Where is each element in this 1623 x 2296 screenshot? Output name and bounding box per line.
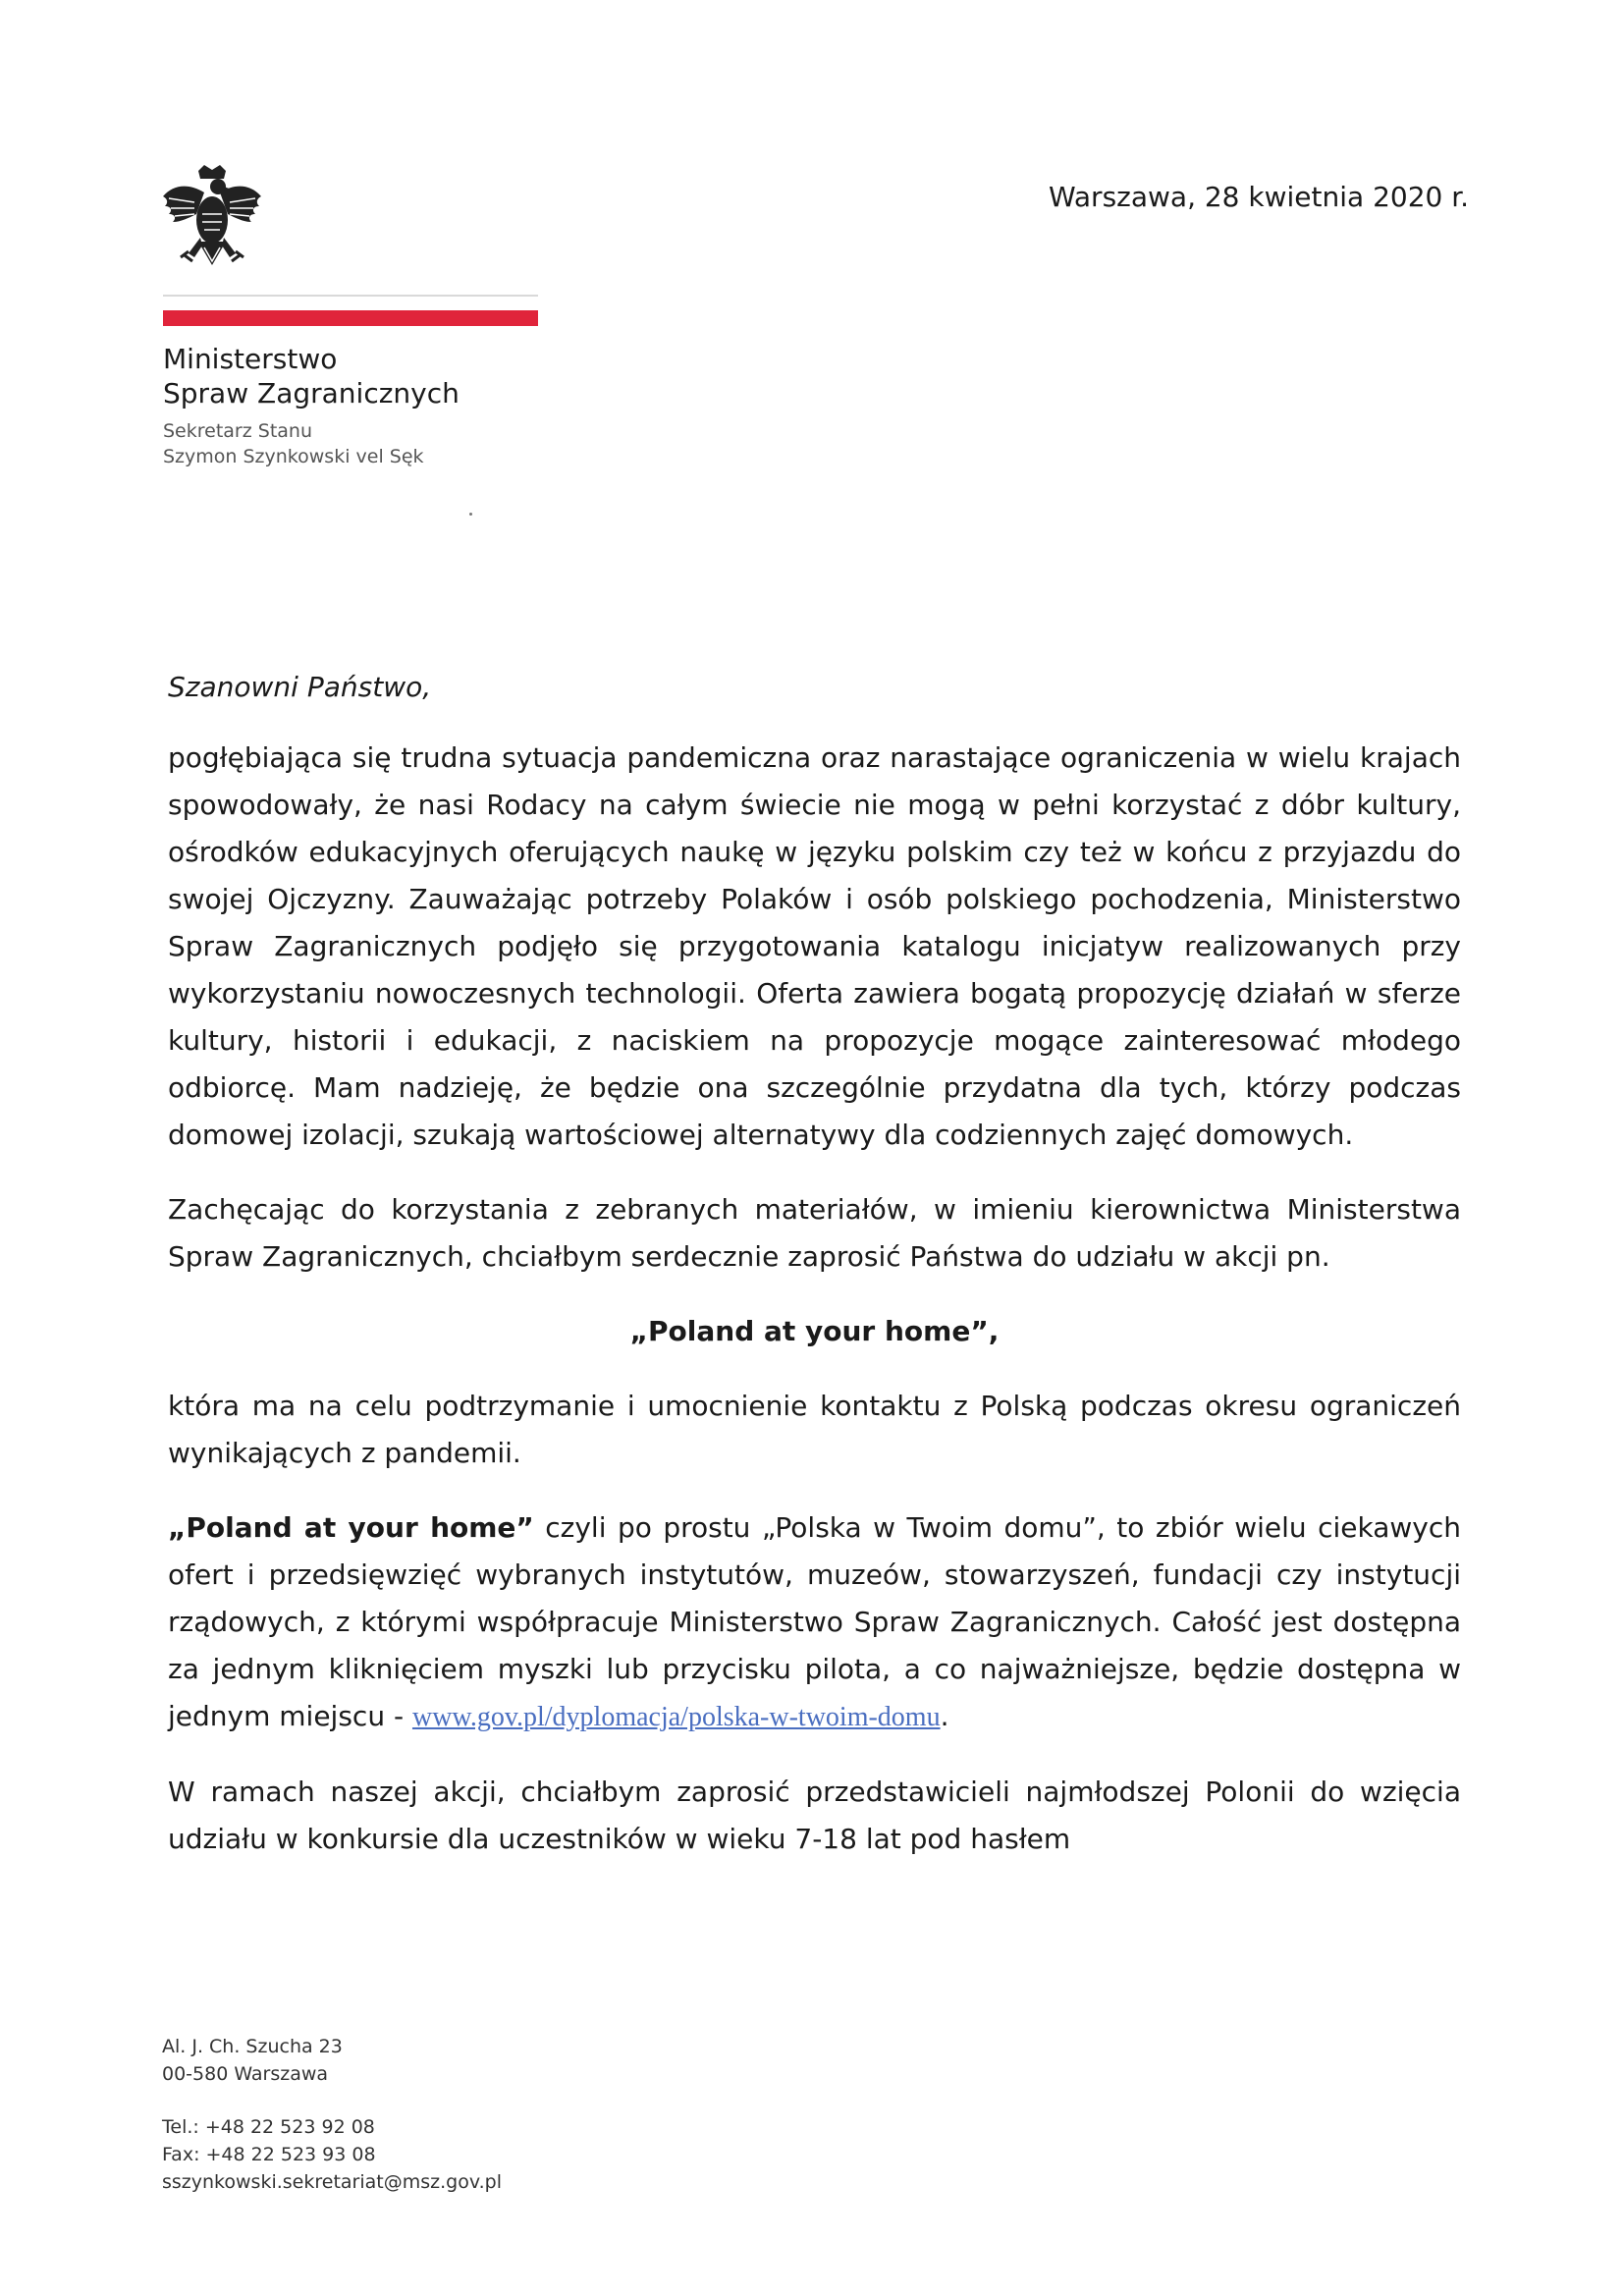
ministry-name-line2: Spraw Zagranicznych: [163, 377, 460, 410]
footer-email: sszynkowski.sekretariat@msz.gov.pl: [162, 2171, 502, 2193]
paragraph-1: pogłębiająca się trudna sytuacja pandemiczna oraz narastające ograniczenia w wielu krajach spowodowały, że nasi Rodacy na całym świecie nie mogą w pełni korzystać z dóbr kultury, ośrodków edukacyjnych oferujących naukę w języku polskim czy też w końcu z przyjazdu do swojej Ojczyzny. Zauważając potrzeby Polaków i osób polskiego pochodzenia, Ministerstwo Spraw Zagranicznych podjęło się przygotowania katalogu inicjatyw realizowanych przy wykorzystaniu nowoczesnych technologii. Oferta zawiera bogatą propozycję działań w sferze kultury, historii i edukacji, z naciskiem na propozycje mogące zainteresować młodego odbiorcę. Mam nadzieję, że będzie ona szczególnie przydatna dla tych, którzy podczas domowej izolacji, szukają wartościowej alternatywy dla codziennych zajęć domowych.: [168, 741, 1461, 1151]
letter-body: [168, 668, 1461, 1890]
footer-contact: [162, 2033, 502, 2196]
sender-name: Szymon Szynkowski vel Sęk: [163, 446, 424, 467]
letter-date: Warszawa, 28 kwietnia 2020 r.: [1049, 181, 1470, 213]
ministry-header: [163, 342, 460, 469]
paragraph-5: W ramach naszej akcji, chciałbym zaprosić przedstawicieli najmłodszej Polonii do wzięcia udziału w konkursie dla uczestników w wieku 7-18 lat pod hasłem: [168, 1776, 1461, 1855]
sender-position: Sekretarz Stanu: [163, 420, 312, 442]
footer-phone: Tel.: +48 22 523 92 08: [162, 2116, 375, 2138]
ministry-name-line1: Ministerstwo: [163, 343, 338, 375]
salutation: Szanowni Państwo,: [168, 671, 432, 703]
paragraph-4-text: czyli po prostu „Polska w Twoim domu”, to zbiór wielu ciekawych ofert i przedsięwzięć wybranych instytutów, muzeów, stowarzyszeń, fundacji czy instytucji rządowych, z którymi współpracuje Ministerstwo Spraw Zagranicznych. Całość jest dostępna za jednym kliknięciem myszki lub przycisku pilota, a co najważniejsze, będzie dostępna w jednym miejscu -: [168, 1511, 1462, 1732]
paragraph-3: która ma na celu podtrzymanie i umocnienie kontaktu z Polską podczas okresu ograniczeń wynikających z pandemii.: [168, 1390, 1461, 1469]
footer-fax: Fax: +48 22 523 93 08: [162, 2144, 376, 2165]
paragraph-2: Zachęcając do korzystania z zebranych materiałów, w imieniu kierownictwa Ministerstwa Spraw Zagranicznych, chciałbym serdecznie zaprosić Państwa do udziału w akcji pn.: [168, 1193, 1461, 1273]
paragraph-4-bold: „Poland at your home”: [168, 1511, 534, 1544]
footer-address-city: 00-580 Warszawa: [162, 2063, 329, 2085]
campaign-link[interactable]: www.gov.pl/dyplomacja/polska-w-twoim-domu: [411, 1702, 941, 1732]
flag-stripe: [163, 295, 538, 326]
polish-eagle-emblem-icon: [159, 163, 265, 277]
footer-address-street: Al. J. Ch. Szucha 23: [162, 2036, 343, 2057]
paragraph-4: [168, 1504, 1461, 1741]
campaign-title: „Poland at your home”,: [629, 1315, 1000, 1347]
flag-red-stripe: [163, 310, 538, 326]
paragraph-4-end: .: [940, 1700, 949, 1732]
scan-dot: [469, 513, 472, 516]
flag-white-line: [163, 295, 538, 297]
